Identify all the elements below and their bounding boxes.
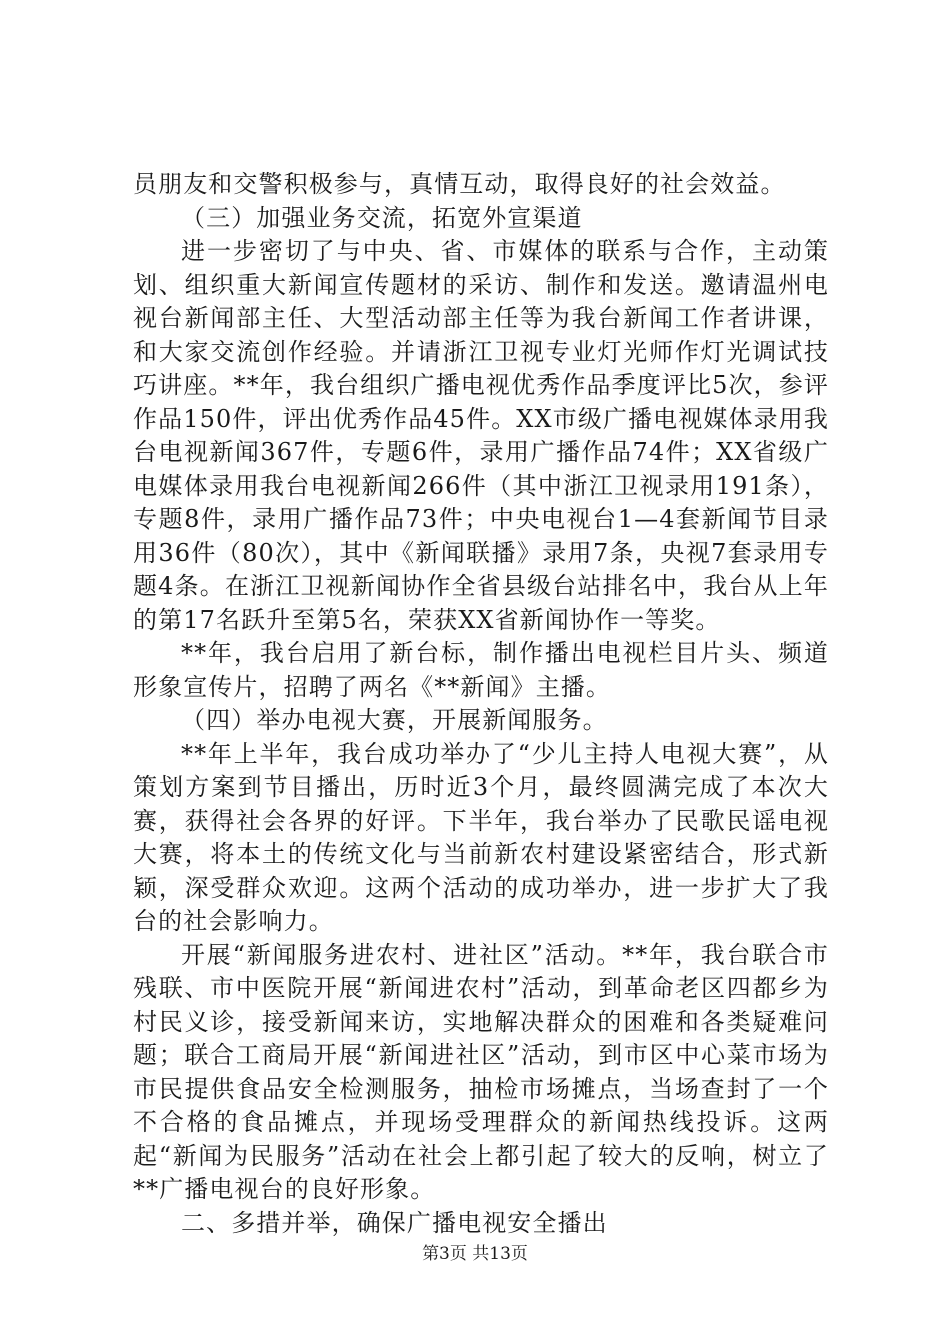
section-heading-3: （三）加强业务交流，拓宽外宣渠道	[181, 203, 583, 232]
paragraph-continuation: 员朋友和交警积极参与，真情互动，取得良好的社会效益。	[133, 170, 786, 198]
section-heading-4: （四）举办电视大赛，开展新闻服务。	[181, 706, 608, 734]
document-body	[133, 168, 829, 1240]
section-heading-two: 二、多措并举，确保广播电视安全播出	[181, 1208, 608, 1237]
paragraph-new-logo: **年，我台启用了新台标，制作播出电视栏目片头、频道形象宣传片，招聘了两名《**新闻》主播。	[133, 639, 829, 701]
paragraph-media-cooperation: 进一步密切了与中央、省、市媒体的联系与合作，主动策划、组织重大新闻宣传题材的采访、制作和发送。邀请温州电视台新闻部主任、大型活动部主任等为我台新闻工作者讲课，和大家交流创作经验。并请浙江卫视专业灯光师作灯光调试技巧讲座。**年，我台组织广播电视优秀作品季度评比5次，参评作品150件，评出优秀作品45件。XX市级广播电视媒体录用我台电视新闻367件，专题6件，录用广播作品74件；XX省级广电媒体录用我台电视新闻266件（其中浙江卫视录用191条），专题8件，录用广播作品73件；中央电视台1—4套新闻节目录用36件（80次），其中《新闻联播》录用7条，央视7套录用专题4条。在浙江卫视新闻协作全省县级台站排名中，我台从上年的第17名跃升至第5名，荣获XX省新闻协作一等奖。	[133, 237, 829, 634]
paragraph-news-service: 开展“新闻服务进农村、进社区”活动。**年，我台联合市残联、市中医院开展“新闻进农村”活动，到革命老区四都乡为村民义诊，接受新闻来访，实地解决群众的困难和各类疑难问题；联合工商局开展“新闻进社区”活动，到市区中心菜市场为市民提供食品安全检测服务，抽检市场摊点，当场查封了一个不合格的食品摊点，并现场受理群众的新闻热线投诉。这两起“新闻为民服务”活动在社会上都引起了较大的反响，树立了**广播电视台的良好形象。	[133, 940, 829, 1203]
paragraph-tv-contest: **年上半年，我台成功举办了“少儿主持人电视大赛”，从策划方案到节目播出，历时近3个月，最终圆满完成了本次大赛，获得社会各界的好评。下半年，我台举办了民歌民谣电视大赛，将本土的传统文化与当前新农村建设紧密结合，形式新颖，深受群众欢迎。这两个活动的成功举办，进一步扩大了我台的社会影响力。	[133, 739, 829, 935]
page-number: 第3页 共13页	[422, 1244, 528, 1264]
